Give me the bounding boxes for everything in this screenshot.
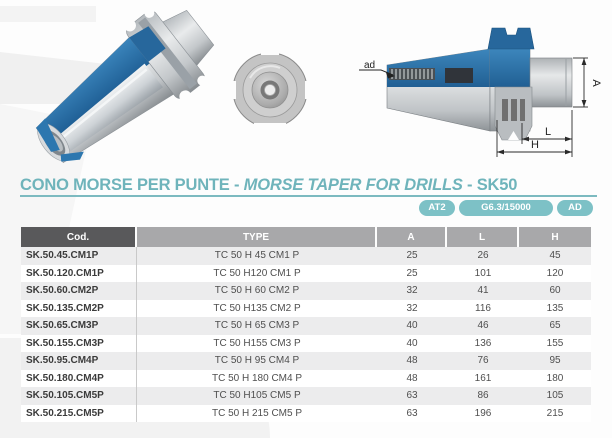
table-row — [21, 265, 591, 283]
type-cell: TC 50 H 65 CM3 P — [214, 320, 300, 332]
cod-cell: SK.50.95.CM4P — [21, 352, 137, 370]
table-row — [21, 405, 591, 423]
type-cell: TC 50 H105 CM5 P — [213, 390, 301, 402]
h-cell: 180 — [546, 372, 564, 384]
a-cell: 63 — [406, 407, 418, 419]
h-cell: 45 — [549, 250, 561, 262]
type-cell: TC 50 H 180 CM4 P — [211, 372, 303, 384]
page-title — [20, 176, 517, 195]
l-cell: 46 — [477, 320, 489, 332]
dimension-drawing-image — [355, 13, 605, 168]
title-italian: CONO MORSE PER PUNTE - — [20, 176, 244, 194]
header-a: A — [377, 227, 447, 247]
h-cell: 215 — [546, 407, 564, 419]
dim-label-ad: ad — [364, 60, 376, 71]
badge-at2: AT2 — [419, 200, 455, 216]
cod-cell: SK.50.120.CM1P — [21, 265, 137, 283]
l-cell: 196 — [474, 407, 492, 419]
h-cell: 135 — [546, 302, 564, 314]
h-cell: 155 — [546, 337, 564, 349]
spec-table — [21, 227, 591, 422]
table-header — [21, 227, 591, 247]
cod-cell: SK.50.65.CM3P — [21, 317, 137, 335]
a-cell: 32 — [406, 285, 418, 297]
header-h: H — [519, 227, 591, 247]
table-row — [21, 335, 591, 353]
header-cod: Cod. — [21, 227, 137, 247]
dimension-drawing — [355, 13, 605, 173]
h-cell: 95 — [549, 355, 561, 367]
l-cell: 76 — [477, 355, 489, 367]
l-cell: 136 — [474, 337, 492, 349]
l-cell: 41 — [477, 285, 489, 297]
h-cell: 120 — [546, 267, 564, 279]
spec-badges — [419, 200, 593, 216]
h-cell: 65 — [549, 320, 561, 332]
l-cell: 26 — [477, 250, 489, 262]
table-row — [21, 370, 591, 388]
a-cell: 40 — [406, 320, 418, 332]
h-cell: 60 — [549, 285, 561, 297]
a-cell: 40 — [406, 337, 418, 349]
table-row — [21, 247, 591, 265]
a-cell: 48 — [406, 355, 418, 367]
l-cell: 101 — [474, 267, 492, 279]
cod-cell: SK.50.45.CM1P — [21, 247, 137, 265]
type-cell: TC 50 H120 CM1 P — [213, 267, 301, 279]
cod-cell: SK.50.215.CM5P — [21, 405, 137, 423]
a-cell: 32 — [406, 302, 418, 314]
a-cell: 48 — [406, 372, 418, 384]
badge-ad: AD — [557, 200, 593, 216]
table-row — [21, 300, 591, 318]
type-cell: TC 50 H 60 CM2 P — [214, 285, 300, 297]
dim-label-a: A — [590, 79, 602, 87]
l-cell: 116 — [475, 302, 491, 314]
badge-balance: G6.3/15000 — [459, 200, 553, 216]
flange-front-view-image — [228, 48, 313, 133]
table-row — [21, 387, 591, 405]
header-l: L — [447, 227, 519, 247]
cod-cell: SK.50.180.CM4P — [21, 370, 137, 388]
dim-label-l: L — [544, 126, 552, 138]
title-code: - SK50 — [462, 176, 518, 194]
type-cell: TC 50 H 45 CM1 P — [214, 250, 300, 262]
cod-cell: SK.50.105.CM5P — [21, 387, 137, 405]
l-cell: 86 — [477, 390, 489, 402]
flange-front-view — [228, 48, 313, 138]
toolholder-3d-image — [10, 2, 245, 170]
type-cell: TC 50 H 215 CM5 P — [211, 407, 303, 419]
cod-cell: SK.50.60.CM2P — [21, 282, 137, 300]
a-cell: 63 — [406, 390, 418, 402]
l-cell: 161 — [474, 372, 492, 384]
title-english: MORSE TAPER FOR DRILLS — [243, 176, 463, 194]
type-cell: TC 50 H155 CM3 P — [213, 337, 301, 349]
title-divider — [20, 195, 597, 197]
dim-label-h: H — [531, 139, 539, 151]
table-row — [21, 317, 591, 335]
a-cell: 25 — [406, 250, 418, 262]
cod-cell: SK.50.155.CM3P — [21, 335, 137, 353]
toolholder-3d-render — [10, 2, 245, 175]
cod-cell: SK.50.135.CM2P — [21, 300, 137, 318]
a-cell: 25 — [406, 267, 418, 279]
type-cell: TC 50 H 95 CM4 P — [214, 355, 300, 367]
header-type: TYPE — [137, 227, 377, 247]
type-cell: TC 50 H135 CM2 P — [213, 302, 301, 314]
table-row — [21, 352, 591, 370]
table-row — [21, 282, 591, 300]
h-cell: 105 — [546, 390, 564, 402]
